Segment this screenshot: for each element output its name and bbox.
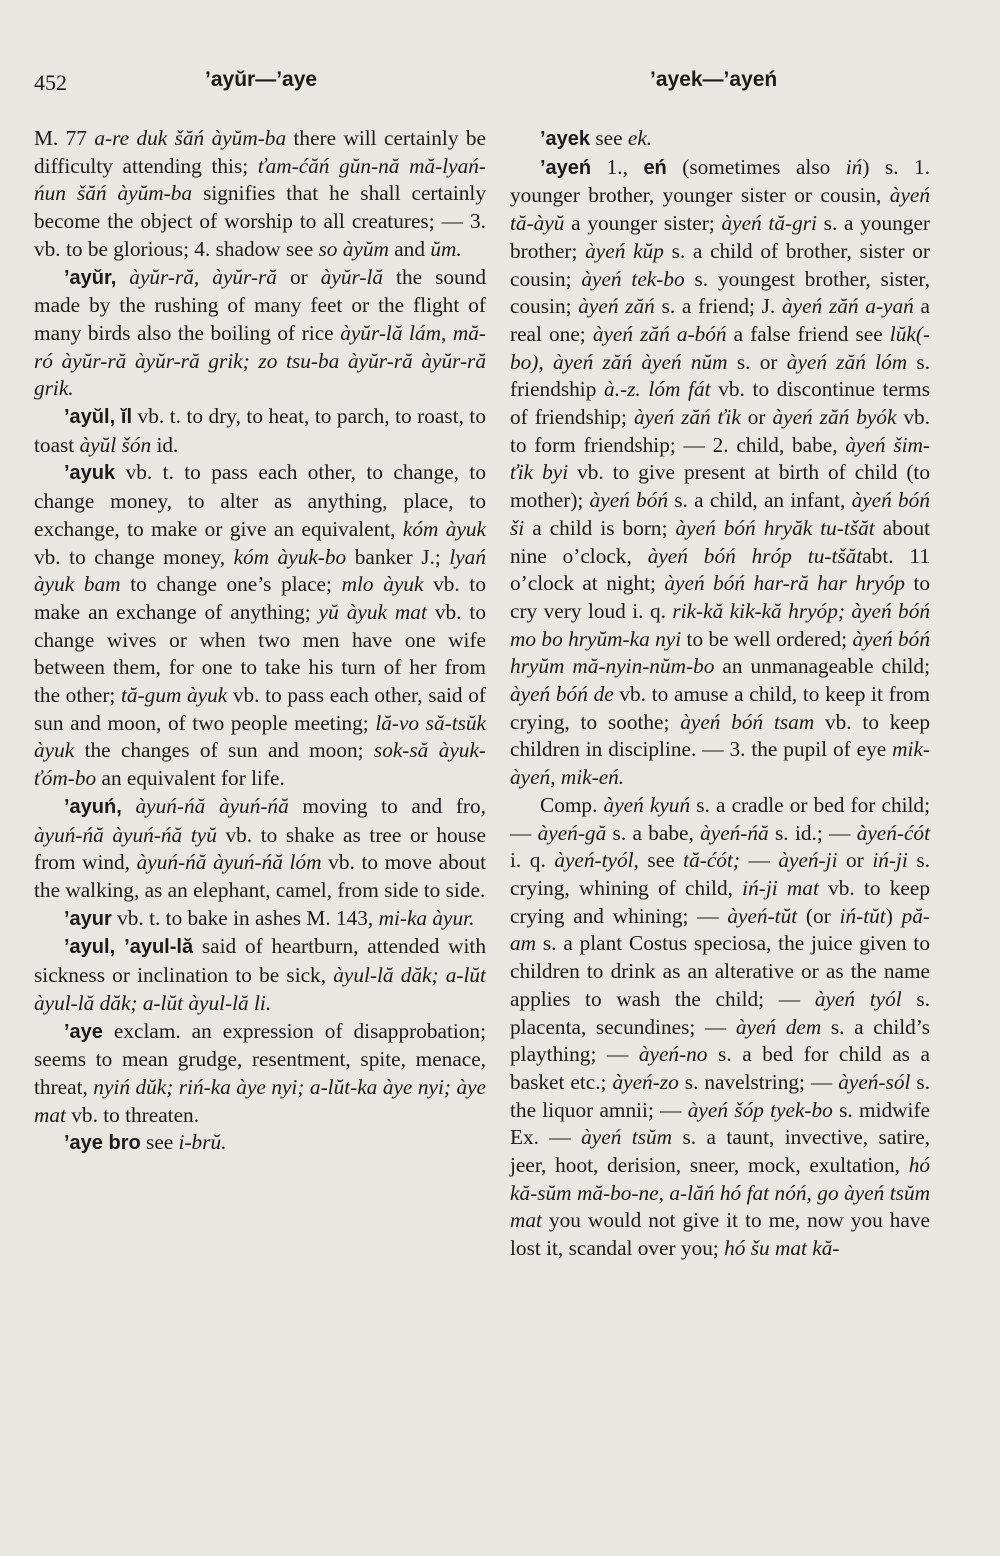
entry-text: s. or <box>727 349 787 374</box>
entry-italic-text: kóm àyuk <box>402 516 486 541</box>
entry-text: moving to and fro, <box>288 793 486 818</box>
entry-text: s. a cradle or bed for child; — <box>510 792 930 845</box>
entry-text: ) <box>885 903 902 928</box>
entry-italic-text: àyeń-no <box>638 1042 708 1067</box>
entry-italic-text: lŭk(-bo) <box>510 321 930 374</box>
entry-text: banker J.; <box>346 544 450 569</box>
entry-italic-text: kóm àyuk-bo <box>233 544 347 569</box>
entry-italic-text: àyeń bóń hróp tu-tšăt <box>647 543 863 568</box>
entry-text: (or <box>797 903 840 928</box>
entry-text: vb. to discontinue terms of friendship; <box>510 377 930 430</box>
entry-text: a younger sister; <box>564 211 722 236</box>
entry-text: to change one’s place; <box>120 572 342 597</box>
entry-italic-text: àyŭl šón <box>79 432 152 457</box>
entry-text: s. a younger brother; <box>510 211 930 263</box>
entry-text: there will certainly be difficulty attending this; <box>34 126 486 178</box>
entry-text: or <box>276 264 321 289</box>
entry-text: , <box>538 349 554 374</box>
entry-headword: eń <box>643 156 667 179</box>
entry-headword: ’ayuk <box>64 462 116 485</box>
entry-italic-text: so àyŭm <box>318 236 389 261</box>
entry-italic-text: àyeń-zo <box>612 1069 679 1094</box>
page-number: 452 <box>34 70 67 95</box>
entry-text: signifies that he shall certainly become the object of worship to all creatures; — 3. vb. to be glorious; 4. shadow see <box>34 181 487 261</box>
entry-text: to cry very loud i. q. <box>510 571 931 623</box>
entry-headword: ’ayek <box>540 128 591 150</box>
entry-italic-text: iń-ji mat <box>742 875 819 900</box>
entry-italic-text: iń <box>845 154 863 179</box>
entry-italic-text: àyeń-tŭt <box>727 903 798 928</box>
entry-italic-text: àyeń kyuń <box>603 792 691 817</box>
dictionary-entry <box>34 905 486 934</box>
entry-text: vb. to form friendship; — 2. child, babe, <box>510 405 931 457</box>
entry-text: id. <box>151 432 179 457</box>
entry-italic-text: àyuń-ńă àyuń-ńă <box>135 793 289 818</box>
entry-text: vb. to threaten. <box>65 1102 200 1127</box>
entry-italic-text: àyŭr-lă lám, mă-ró àyŭr-ră àyŭr-ră grik; zo tsu-ba àyŭr-ră àyŭr-ră grik. <box>34 320 486 401</box>
entry-text: s. navelstring; — <box>678 1069 839 1094</box>
entry-italic-text: àyeń bóń hryŭm mă-nyin-nŭm-bo <box>510 626 930 679</box>
entry-headword: ’ayeń <box>540 156 592 179</box>
entry-italic-text: mik-àyeń, mik-eń. <box>510 737 930 790</box>
entry-italic-text: àyeń zăń a-yań <box>782 294 914 319</box>
entry-italic-text: àyeń-sól <box>838 1069 911 1094</box>
entry-italic-text: àyeń šim-ťik byi <box>510 432 930 485</box>
entry-italic-text: àyŭr-lă <box>320 264 384 289</box>
entry-text: about nine o’clock, <box>510 515 931 568</box>
entry-text: a false friend see <box>726 321 890 346</box>
dictionary-entry <box>510 125 930 154</box>
entry-italic-text: sok-să àyuk-ťóm-bo <box>34 738 486 791</box>
dictionary-entry <box>34 403 486 459</box>
entry-italic-text: tă-ćót; <box>683 848 740 873</box>
entry-text: exclam. an expression of disapprobation; seems to mean grudge, resentment, spite, menace, threat, <box>34 1018 486 1099</box>
entry-italic-text: hó kă-sŭm mă-bo-ne, a-lăń hó fat nóń, go àyeń tsŭm mat <box>510 1153 930 1233</box>
entry-italic-text: àyeń bóń tsam <box>680 709 815 734</box>
entry-text: s. a child, an infant, <box>668 488 852 513</box>
entry-text: the sound made by the rushing of many feet or the flight of many birds also the boiling of rice <box>34 264 486 345</box>
entry-text: s. crying, whining of child, <box>510 848 931 900</box>
entry-text: vb. to give present at birth of child (to mother); <box>510 460 931 513</box>
entry-italic-text: ŭm. <box>430 236 462 261</box>
entry-headword: ’ayur <box>64 907 112 930</box>
entry-text: vb. t. to pass each other, to change, to change money, to alter as anything, place, to exchange, to make or give an equivalent, <box>34 460 486 541</box>
entry-text: a child is born; <box>524 515 676 540</box>
entry-text: M. 77 <box>34 126 95 150</box>
entry-italic-text: àyeń zăń ťik <box>633 405 741 430</box>
entry-text: s. a child of brother, sister or cousin; <box>510 238 930 291</box>
entry-text: i. q. <box>510 848 555 873</box>
entry-italic-text: àyeń zăń àyeń nŭm <box>553 349 728 374</box>
entry-text: vb. to change wives or when two men have one wife between them, for one to take his turn of her from the other; <box>34 599 487 708</box>
entry-italic-text: a-re duk šăń àyŭm-ba <box>94 126 287 150</box>
entry-text: vb. to keep children in discipline. — 3. the pupil of eye <box>510 709 930 762</box>
entry-italic-text: ek. <box>627 126 653 150</box>
entry-text: vb. to make an exchange of anything; <box>34 572 486 624</box>
entry-text: Comp. <box>540 792 604 817</box>
entry-italic-text: tă-gum àyuk <box>121 683 228 708</box>
dictionary-entry <box>34 264 486 404</box>
entry-italic-text: àyeń-ćót <box>856 820 930 845</box>
entry-text: s. midwife Ex. — <box>510 1097 930 1150</box>
entry-text <box>122 794 136 818</box>
entry-text: s. youngest brother, sister, cousin; <box>510 266 930 319</box>
entry-italic-text: àyeń dem <box>735 1014 822 1039</box>
entry-italic-text: àyeń zăń <box>578 294 655 319</box>
entry-text: vb. t. to bake in ashes M. 143, <box>111 905 379 930</box>
entry-italic-text: àyuń-ńă àyuń-ńă tyŭ <box>34 822 217 847</box>
entry-headword: ’ayuń, <box>64 795 122 818</box>
entry-text: 1., <box>591 154 644 179</box>
entry-italic-text: àyeń bóń har-ră har hryóp <box>664 571 905 596</box>
entry-italic-text: lyań àyuk bam <box>34 544 486 597</box>
entry-text: vb. to amuse a child, to keep it from crying, to soothe; <box>510 682 930 734</box>
entry-italic-text: àyul-lă dăk; a-lŭt àyul-lă dăk; a-lŭt àyul-lă li. <box>34 963 486 1015</box>
entry-text: vb. to shake as tree or house from wind, <box>34 822 487 875</box>
entry-text: , see <box>633 848 684 873</box>
entry-text: said of heartburn, attended with sickness or inclination to be sick, <box>34 934 486 988</box>
entry-headword: ’ayŭr, <box>64 266 117 289</box>
entry-italic-text: àyeń šóp tyek-bo <box>687 1097 833 1122</box>
entry-text: s. a friend; J. <box>654 294 783 319</box>
entry-italic-text: àyeń zăń byók <box>772 405 897 430</box>
running-head-left: ’ayŭr—’aye <box>205 68 318 91</box>
entry-italic-text: àyeń tă-àyŭ <box>510 183 930 236</box>
entry-text: s. a plant Costus speciosa, the juice given to children to drink as an alterative or as the name applies to wash the child; — <box>510 931 930 1011</box>
entry-italic-text: àyuń-ńă àyuń-ńă lóm <box>136 850 322 875</box>
entry-italic-text: àyeń-ji <box>778 848 838 873</box>
dictionary-entry <box>34 459 486 792</box>
entry-text: s. a bed for child as a basket etc.; <box>510 1042 930 1094</box>
entry-text: s. a babe, <box>606 820 701 845</box>
entry-text: vb. to change money, <box>34 544 234 569</box>
entry-italic-text: àyeń bóń de <box>510 682 614 707</box>
entry-text: you would not give it to me, now you have lost it, scandal over you; <box>510 1208 930 1261</box>
entry-italic-text: àyeń zăń a-bóń <box>592 321 727 346</box>
entry-italic-text: àyeń bóń ši <box>510 488 930 540</box>
entry-text: vb. to move about the walking, as an elephant, camel, from side to side. <box>34 850 486 902</box>
entry-text: an equivalent for life. <box>96 766 285 791</box>
entry-text: and <box>388 236 431 261</box>
entry-text: s. friendship <box>510 349 931 402</box>
entry-italic-text: nyiń dŭk; riń-ka àye nyi; a-lŭt-ka àye nyi; àye mat <box>34 1074 486 1127</box>
entry-italic-text: iń-ji <box>872 848 908 873</box>
entry-text: ) s. 1. younger brother, younger sister or cousin, <box>510 154 930 208</box>
entry-italic-text: yŭ àyuk mat <box>318 599 427 624</box>
entry-text: — <box>739 848 779 873</box>
running-head-right: ’ayek—’ayeń <box>650 68 778 91</box>
entry-text: to be well ordered; <box>681 626 853 651</box>
dictionary-entry <box>34 933 486 1017</box>
entry-text: a real one; <box>510 294 930 346</box>
entry-italic-text: àyŭr-ră, àyŭr-ră <box>129 264 277 289</box>
right-column <box>510 125 930 1263</box>
entry-italic-text: lă-vo să-tsŭk àyuk <box>34 710 486 763</box>
entry-text: vb. t. to dry, to heat, to parch, to roast, to toast <box>34 404 486 457</box>
entry-italic-text: rik-kă kik-kă hryóp; àyeń bóń mo bo hryŭm-ka nyi <box>510 598 930 651</box>
entry-italic-text: hó šu mat kă- <box>724 1236 840 1261</box>
left-column <box>34 125 486 1158</box>
entry-text: abt. 11 o’clock at night; <box>510 543 930 596</box>
entry-text: an unmanageable child; <box>714 654 930 679</box>
entry-italic-text: àyeń zăń lóm <box>786 349 908 374</box>
entry-italic-text: àyeń tek-bo <box>581 266 685 291</box>
entry-text: or <box>837 848 873 873</box>
entry-italic-text: à.-z. lóm fát <box>604 377 711 402</box>
entry-text: the changes of sun and moon; <box>74 738 374 763</box>
entry-italic-text: àyeń bóń hryăk tu-tšăt <box>675 515 875 540</box>
dictionary-entry <box>510 792 930 1263</box>
dictionary-entry <box>34 1129 486 1158</box>
entry-text: s. placenta, secundines; — <box>510 986 931 1039</box>
entry-italic-text: àyeń-tyól <box>554 848 634 873</box>
entry-italic-text: àyeń kŭp <box>585 238 664 263</box>
entry-text: s. the liquor amnii; — <box>510 1069 931 1122</box>
entry-italic-text: àyeń-ńă <box>700 820 769 845</box>
entry-italic-text: àyeń tă-gri <box>721 211 817 236</box>
entry-text: s. a child’s plaything; — <box>510 1014 931 1067</box>
entry-headword: ’aye <box>64 1020 103 1043</box>
entry-text: (sometimes also <box>666 154 846 179</box>
dictionary-entry <box>34 1018 486 1130</box>
entry-italic-text: mlo àyuk <box>341 572 424 597</box>
entry-italic-text: àyeń-gă <box>537 820 607 845</box>
dictionary-entry <box>34 793 486 905</box>
dictionary-entry <box>510 154 930 792</box>
entry-italic-text: ťam-ćăń gŭn-nă mă-lyań-ńun šăń àyŭm-ba <box>34 153 487 206</box>
entry-headword: ’ayul, ’ayul-lă <box>64 936 194 959</box>
entry-text: see <box>590 126 628 150</box>
entry-text: see <box>140 1130 179 1155</box>
entry-headword: ’aye bro <box>64 1132 141 1155</box>
entry-text <box>116 265 129 289</box>
entry-text: s. a taunt, invective, satire, jeer, hoot, derision, sneer, mock, exultation, <box>510 1125 930 1178</box>
entry-italic-text: àyeń bóń <box>589 488 668 513</box>
entry-italic-text: i-brŭ. <box>178 1130 227 1155</box>
entry-italic-text: iń-tŭt <box>839 903 886 928</box>
entry-text: or <box>740 405 773 430</box>
entry-italic-text: àyeń tsŭm <box>581 1125 673 1150</box>
dictionary-entry <box>34 125 486 264</box>
entry-text: vb. to pass each other, said of sun and moon, of two people meeting; <box>34 683 486 735</box>
entry-text: vb. to keep crying and whining; — <box>510 875 930 928</box>
entry-text: s. id.; — <box>768 820 857 845</box>
entry-italic-text: àyeń tyól <box>814 986 902 1011</box>
entry-italic-text: pă-am <box>510 903 930 956</box>
entry-italic-text: mi-ka àyur. <box>378 905 475 930</box>
entry-headword: ’ayŭl, ĭl <box>64 406 133 429</box>
